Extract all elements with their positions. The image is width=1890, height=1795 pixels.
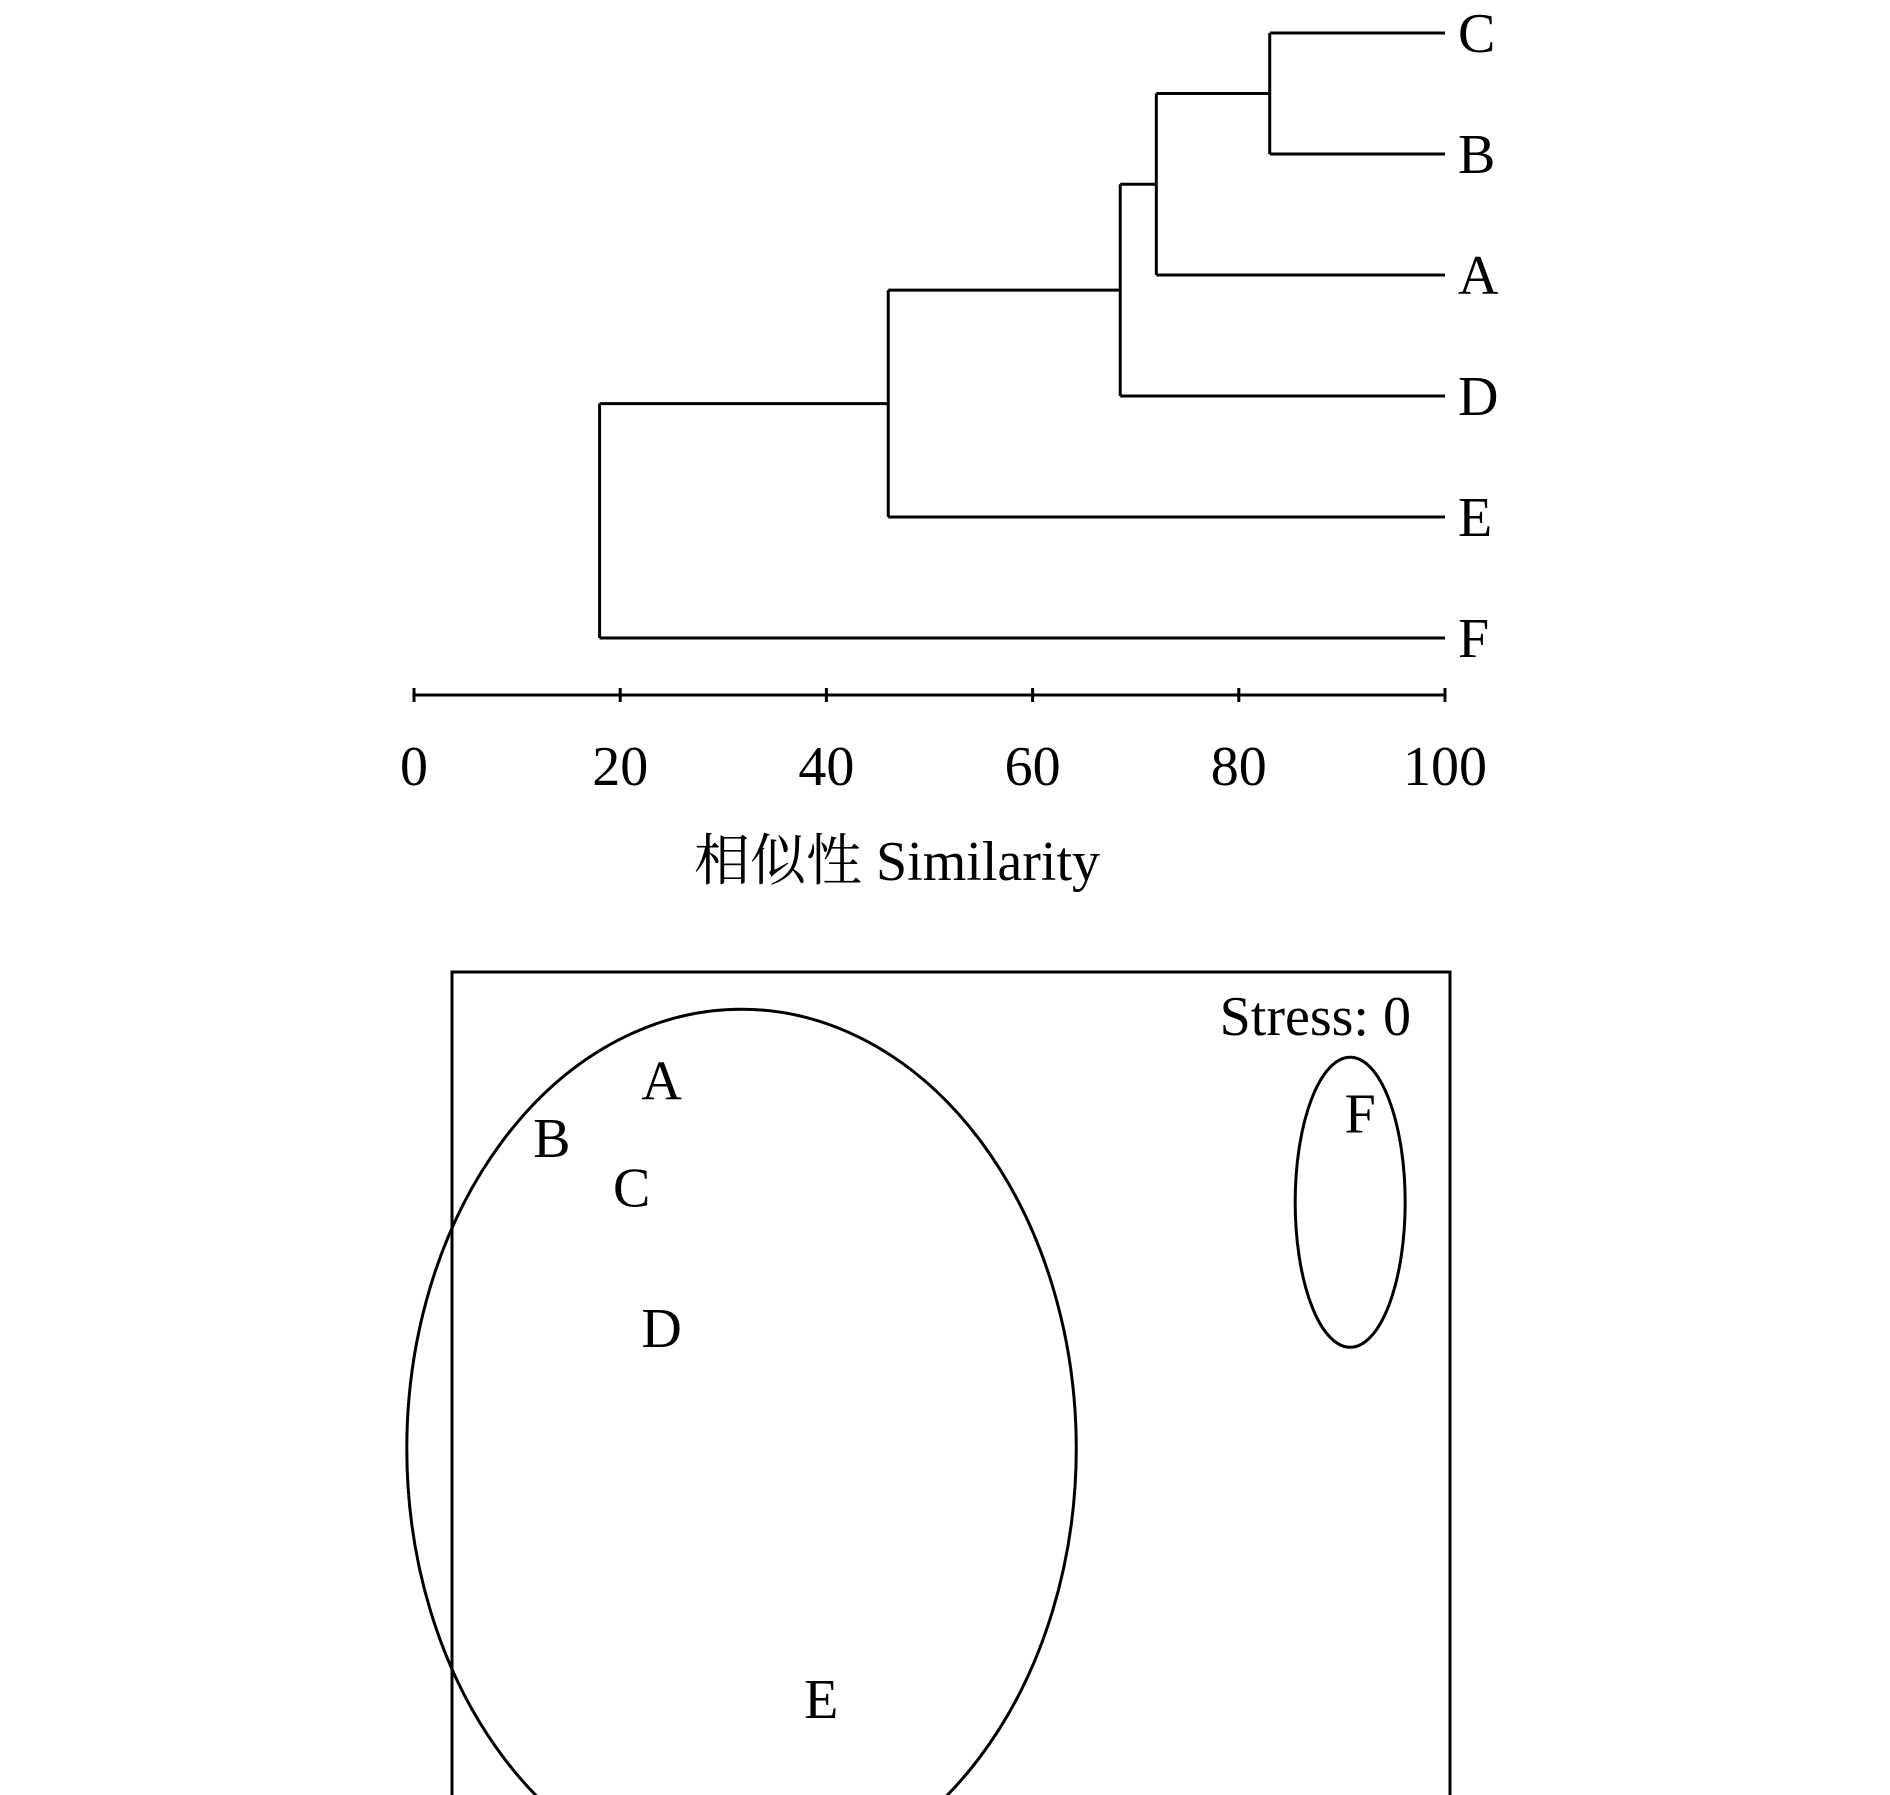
similarity-tick-label-80: 80 bbox=[1210, 736, 1267, 798]
nmds-point-d: D bbox=[641, 1297, 682, 1360]
leaf-label-c: C bbox=[1458, 3, 1496, 65]
leaf-label-f: F bbox=[1458, 608, 1490, 670]
nmds-group-ellipse-1 bbox=[407, 1009, 1076, 1795]
similarity-axis bbox=[400, 688, 1487, 798]
dendrogram bbox=[400, 3, 1499, 893]
nmds-point-f: F bbox=[1344, 1083, 1376, 1146]
nmds-point-c: C bbox=[612, 1157, 651, 1220]
similarity-tick-label-60: 60 bbox=[1004, 736, 1061, 798]
similarity-axis-title: 相似性 Similarity bbox=[694, 831, 1100, 893]
leaf-label-a: A bbox=[1458, 245, 1499, 307]
dendrogram-leaf-labels bbox=[1458, 3, 1499, 670]
nmds-point-a: A bbox=[641, 1050, 682, 1113]
leaf-label-d: D bbox=[1458, 366, 1499, 428]
nmds-point-b: B bbox=[533, 1108, 571, 1170]
stress-label: Stress: 0 bbox=[1219, 986, 1411, 1048]
similarity-tick-label-40: 40 bbox=[798, 736, 855, 798]
similarity-tick-label-100: 100 bbox=[1403, 736, 1487, 798]
nmds-point-e: E bbox=[804, 1669, 839, 1731]
nmds-point-labels bbox=[533, 1050, 1376, 1731]
similarity-tick-label-0: 0 bbox=[400, 736, 428, 798]
similarity-tick-label-20: 20 bbox=[592, 736, 649, 798]
leaf-label-b: B bbox=[1458, 124, 1496, 186]
leaf-label-e: E bbox=[1458, 487, 1493, 549]
nmds-frame bbox=[452, 972, 1450, 1795]
nmds-plot bbox=[407, 972, 1450, 1795]
dendrogram-links bbox=[600, 33, 1445, 638]
